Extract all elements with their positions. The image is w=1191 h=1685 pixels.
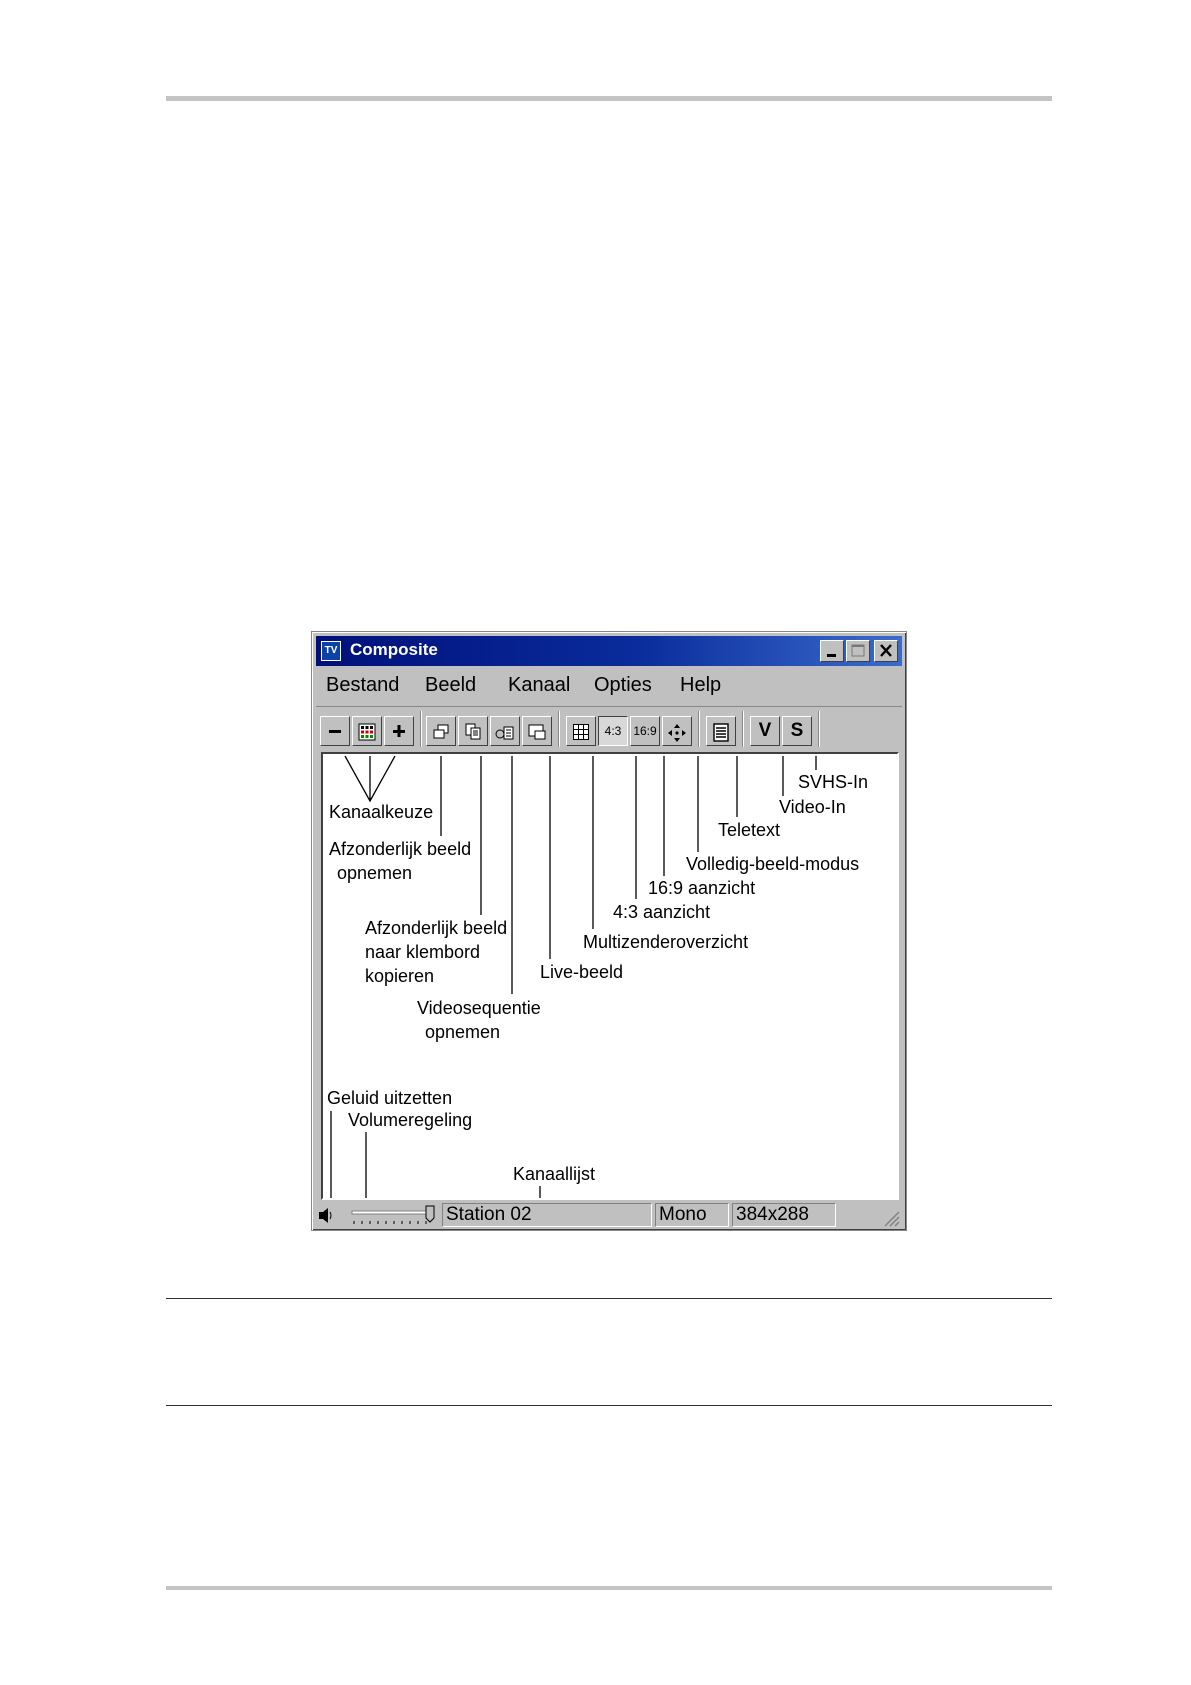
video-in-button[interactable]: V [750,716,780,746]
volume-slider[interactable] [350,1205,438,1227]
label-video-in: Video-In [779,797,846,817]
label-volume: Volumeregeling [348,1110,473,1130]
teletext-icon [712,723,730,743]
menu-bestand[interactable]: Bestand [326,674,400,696]
menu-opties[interactable]: Opties [594,674,652,696]
channel-up-button[interactable] [384,716,414,746]
status-audio: Mono [655,1203,729,1227]
record-video-icon [495,723,515,741]
label-aanzicht-16-9: 16:9 aanzicht [648,878,756,898]
top-rule [166,96,1052,101]
divider-rule [166,1298,1052,1299]
label-kanaalkeuze: Kanaalkeuze [329,802,434,822]
label-afzonderlijk-opnemen-1: Afzonderlijk beeld [329,839,472,859]
close-button[interactable] [874,640,898,662]
label-volledig: Volledig-beeld-modus [686,854,860,874]
minimize-icon [821,641,843,661]
window-title: Composite [350,640,438,659]
label-svhs-in: SVHS-In [798,772,869,792]
label-klembord-3: kopieren [365,966,435,986]
fullscreen-button[interactable] [662,716,692,746]
record-sequence-button[interactable] [490,716,520,746]
snapshot-icon [432,723,450,741]
toolbar-separator [698,711,700,747]
menu-bar [316,670,902,702]
grid-icon [572,723,590,741]
minus-icon [327,723,343,739]
move-arrows-icon [667,723,687,743]
copy-clipboard-icon [464,723,482,741]
status-bar [316,1202,902,1228]
teletext-button[interactable] [706,716,736,746]
label-klembord-1: Afzonderlijk beeld [365,918,508,938]
status-station[interactable]: Station 02 [442,1203,652,1227]
label-kanaallijst: Kanaallijst [513,1164,596,1184]
multichannel-overview-button[interactable] [566,716,596,746]
svhs-in-button[interactable]: S [782,716,812,746]
capture-still-button[interactable] [426,716,456,746]
toolbar-separator [742,711,744,747]
live-video-icon [527,723,547,741]
label-afzonderlijk-opnemen-2: opnemen [337,863,413,883]
channel-down-button[interactable] [320,716,350,746]
app-icon[interactable]: TV [321,641,341,661]
speaker-icon[interactable] [317,1206,337,1226]
close-icon [875,641,897,661]
menu-beeld[interactable]: Beeld [425,674,477,696]
label-multizender: Multizenderoverzicht [583,932,749,952]
label-aanzicht-4-3: 4:3 aanzicht [613,902,711,922]
keypad-icon [358,723,376,741]
toolbar-separator [818,711,820,747]
slider-track-icon [350,1205,438,1227]
live-view-button[interactable] [522,716,552,746]
label-teletext: Teletext [718,820,781,840]
channel-keypad-button[interactable] [352,716,382,746]
toolbar [316,706,902,749]
aspect-16-9-button[interactable]: 16:9 [630,716,660,746]
copy-to-clipboard-button[interactable] [458,716,488,746]
resize-grip-icon[interactable] [882,1209,900,1227]
label-live-beeld: Live-beeld [540,962,624,982]
toolbar-separator [558,711,560,747]
status-resolution: 384x288 [732,1203,836,1227]
label-videosequentie-1: Videosequentie [417,998,541,1018]
menu-kanaal[interactable]: Kanaal [508,674,571,696]
label-videosequentie-2: opnemen [425,1022,501,1042]
minimize-button[interactable] [820,640,844,662]
aspect-4-3-button[interactable]: 4:3 [598,716,628,746]
menu-help[interactable]: Help [680,674,722,696]
bottom-rule [166,1586,1052,1590]
video-area [321,752,899,1200]
plus-icon [391,723,407,739]
label-klembord-2: naar klembord [365,942,481,962]
application-window [311,631,907,1231]
toolbar-separator [420,711,422,747]
divider-rule [166,1405,1052,1406]
title-bar[interactable] [316,636,902,666]
maximize-icon [847,641,869,661]
maximize-button[interactable] [846,640,870,662]
label-geluid: Geluid uitzetten [327,1088,453,1108]
